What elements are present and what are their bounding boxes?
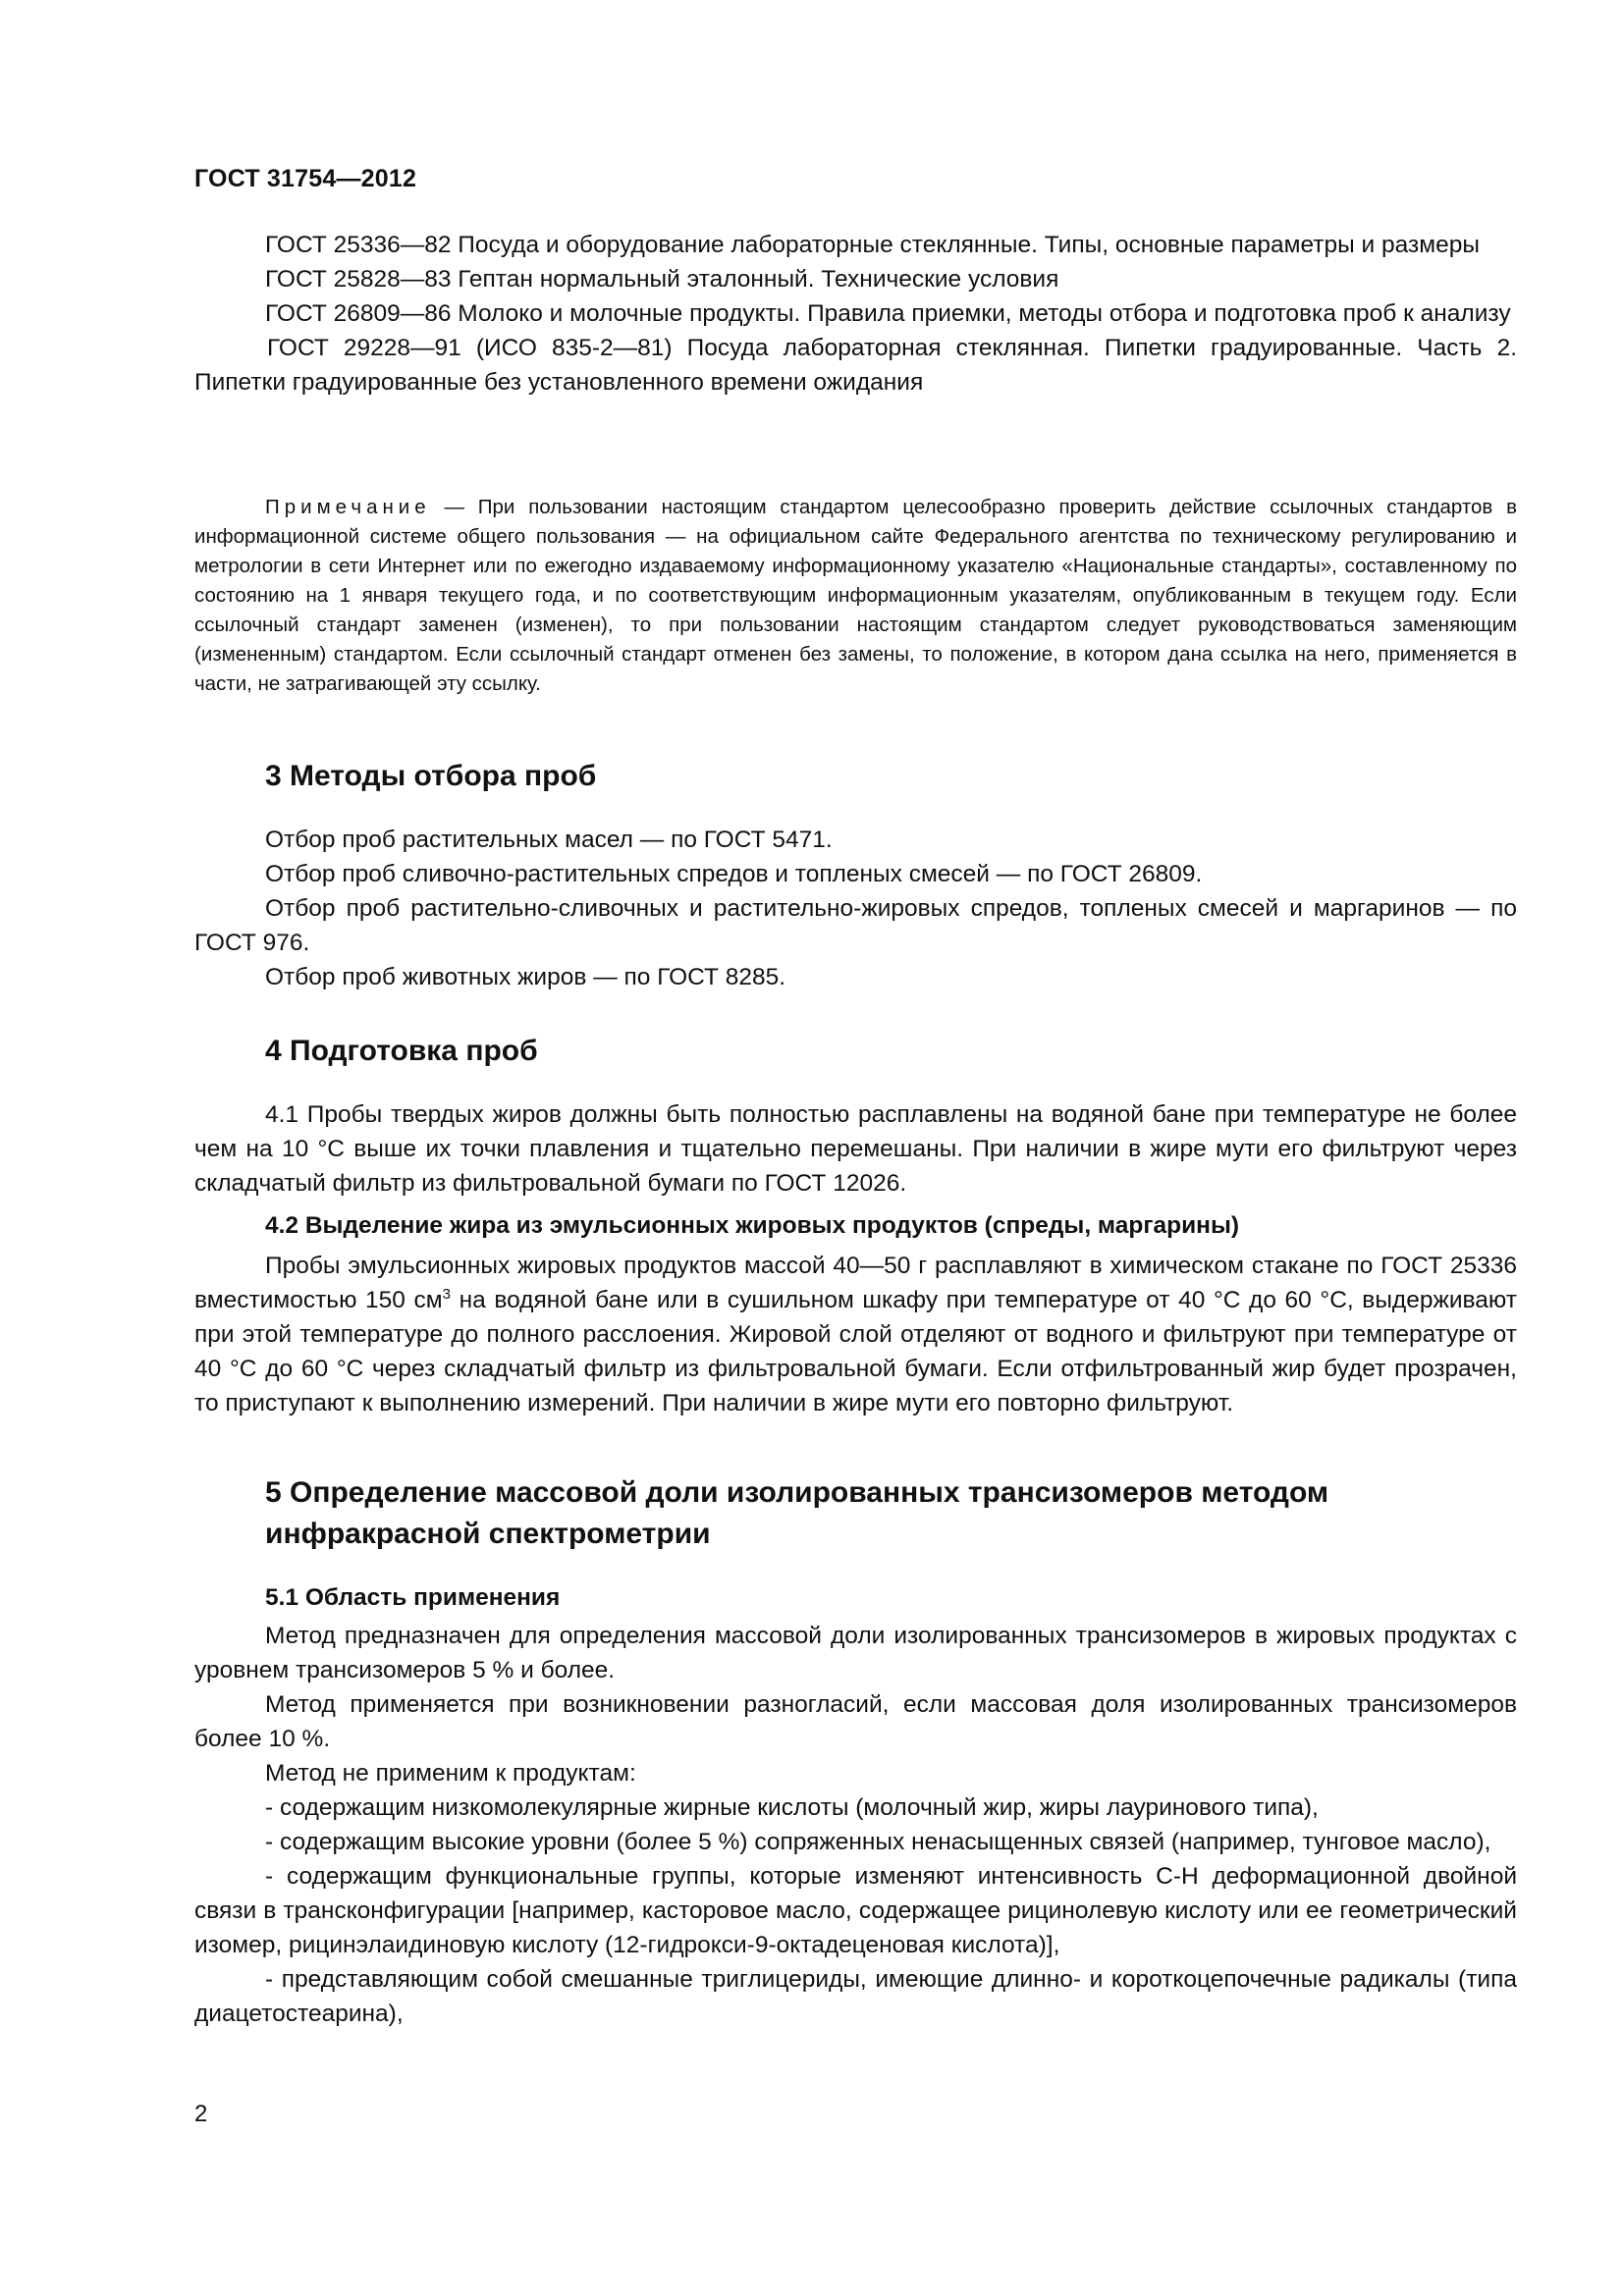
- reference-item: ГОСТ 25336—82 Посуда и оборудование лабораторные стеклянные. Типы, основные параметры и размеры: [265, 232, 1480, 258]
- paragraph: Отбор проб сливочно-растительных спредов и топленых смесей — по ГОСТ 26809.: [265, 861, 1203, 887]
- paragraph: Метод предназначен для определения массовой доли изолированных трансизомеров в жировых продуктах с уровнем трансизомеров 5 % и более.: [194, 1623, 1517, 1683]
- paragraph-4-2: [194, 1249, 1517, 1420]
- reference-item: ГОСТ 25828—83 Гептан нормальный эталонный. Технические условия: [265, 266, 1059, 293]
- list-item: - содержащим высокие уровни (более 5 %) сопряженных ненасыщенных связей (например, тунговое масло),: [265, 1829, 1491, 1855]
- paragraph: Метод применяется при возникновении разногласий, если массовая доля изолированных трансизомеров более 10 %.: [194, 1691, 1517, 1752]
- paragraph: Отбор проб растительных масел — по ГОСТ 5471.: [265, 827, 833, 853]
- normative-references: [194, 228, 1517, 400]
- note-label: Примечание: [265, 496, 431, 518]
- section-heading: 4 Подготовка проб: [265, 1035, 538, 1067]
- list-item: - содержащим низкомолекулярные жирные кислоты (молочный жир, жиры лауринового типа),: [265, 1794, 1319, 1821]
- superscript: 3: [442, 1285, 451, 1303]
- section-3: [194, 756, 1517, 994]
- note-text: — При пользовании настоящим стандартом целесообразно проверить действие ссылочных стандартов в информационной системе общего пользования — на официальном сайте Федерального агентства по техническому регулированию и метрологии в сети Интернет или по ежегодно издаваемому информационному указателю «Национальные стандарты», составленному по состоянию на 1 января текущего года, и по соответствующим информационным указателям, опубликованным в текущем году. Если ссылочный стандарт заменен (изменен), то при пользовании настоящим стандартом следует руководствоваться заменяющим (измененным) стандартом. Если ссылочный стандарт отменен без замены, то положение, в котором дана ссылка на него, применяется в части, не затрагивающей эту ссылку.: [194, 496, 1517, 695]
- subsection-heading: 5.1 Область применения: [265, 1584, 561, 1611]
- note-paragraph: [194, 493, 1517, 699]
- section-4: [194, 1031, 1517, 1420]
- reference-item: ГОСТ 26809—86 Молоко и молочные продукты. Правила приемки, методы отбора и подготовка проб к анализу: [265, 300, 1511, 327]
- paragraph-4-1: 4.1 Пробы твердых жиров должны быть полностью расплавлены на водяной бане при температуре не более чем на 10 °С выше их точки плавления и тщательно перемешаны. При наличии в жире мути его фильтруют через складчатый фильтр из фильтровальной бумаги по ГОСТ 12026.: [194, 1101, 1517, 1197]
- list-item: - содержащим функциональные группы, которые изменяют интенсивность С-Н деформационной двойной связи в трансконфигурации [например, касторовое масло, содержащее рицинолевую кислоту или ее геометрический изомер, рицинэлаидиновую кислоту (12-гидрокси-9-октадеценовая кислота)],: [194, 1863, 1517, 1958]
- section-heading: 5 Определение массовой доли изолированных трансизомеров методом инфракрасной спектрометрии: [265, 1476, 1329, 1550]
- paragraph: Отбор проб растительно-сливочных и растительно-жировых спредов, топленых смесей и маргаринов — по ГОСТ 976.: [194, 895, 1517, 956]
- section-5: [194, 1472, 1517, 2031]
- page-number: 2: [194, 2101, 208, 2127]
- document-code: ГОСТ 31754—2012: [194, 165, 417, 192]
- section-heading: 3 Методы отбора проб: [265, 760, 597, 792]
- paragraph: Метод не применим к продуктам:: [265, 1760, 636, 1787]
- subsection-heading: 4.2 Выделение жира из эмульсионных жировых продуктов (спреды, маргарины): [265, 1212, 1240, 1239]
- text-part: Пробы эмульсионных жировых продуктов массой 40—50 г расплавляют в химическом стакане по ГОСТ 25336 вместимостью 150 см: [194, 1253, 1517, 1313]
- note-block: [194, 493, 1517, 699]
- paragraph: Отбор проб животных жиров — по ГОСТ 8285.: [265, 964, 786, 990]
- text-part: на водяной бане или в сушильном шкафу при температуре от 40 °С до 60 °С, выдерживают при этой температуре до полного расслоения. Жировой слой отделяют от водного и фильтруют при температуре от 40 °С до 60 °С через складчатый фильтр из фильтровальной бумаги. Если отфильтрованный жир будет прозрачен, то приступают к выполнению измерений. При наличии в жире мути его повторно фильтруют.: [194, 1287, 1517, 1416]
- reference-item: ГОСТ 29228—91 (ИСО 835-2—81) Посуда лабораторная стеклянная. Пипетки градуированные. Часть 2. Пипетки градуированные без установленного времени ожидания: [194, 335, 1517, 396]
- list-item: - представляющим собой смешанные триглицериды, имеющие длинно- и короткоцепочечные радикалы (типа диацетостеарина),: [194, 1966, 1517, 2027]
